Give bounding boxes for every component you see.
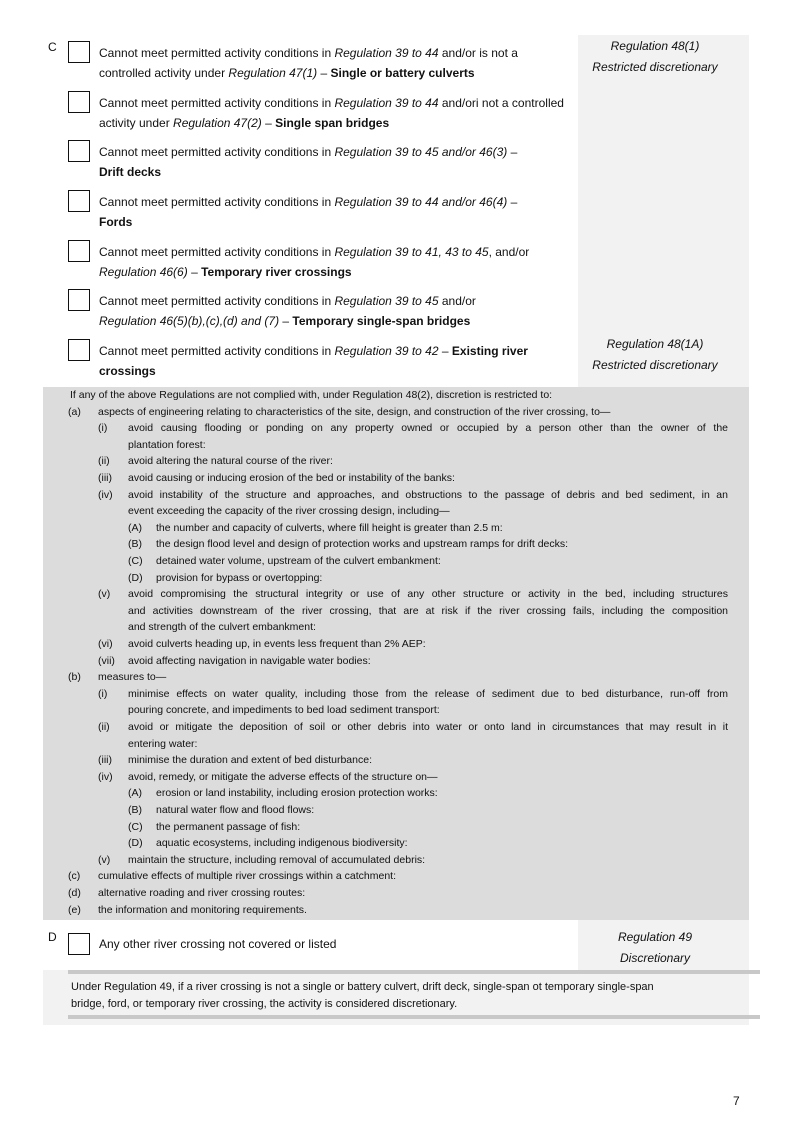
item-label: (iii) (98, 754, 112, 767)
checkbox[interactable] (68, 91, 90, 113)
item-label: (ii) (98, 721, 110, 733)
row-text: Cannot meet permitted activity conditions in Regulation 39 to 45 and/or Regulation 46(5)(b),(c),(d) and (7) – Temporary single-span bridges (99, 294, 476, 328)
item-label: (vii) (98, 654, 115, 667)
item-text: natural water flow and flood flows: (156, 804, 315, 816)
item-text: avoid affecting navigation in navigable water bodies: (128, 654, 371, 667)
row-text: Cannot meet permitted activity conditions in Regulation 39 to 45 and/or 46(3) – Drift decks (99, 145, 518, 179)
item-label: (ii) (98, 455, 110, 468)
divider (68, 970, 760, 974)
regulation-status: Restricted discretionary (592, 358, 718, 372)
item-text: detained water volume, upstream of the culvert embankment: (156, 555, 441, 567)
checkbox[interactable] (68, 933, 90, 955)
row-text: Cannot meet permitted activity conditions in Regulation 39 to 44 and/ori not a controlled activity under Regulation 47(2) – Single span bridges (99, 96, 564, 130)
checklist-row-temporary-crossings (68, 236, 758, 280)
row-text: Cannot meet permitted activity conditions in Regulation 39 to 44 and/or 46(4) – Fords (99, 195, 518, 229)
item-text: the information and monitoring requirements. (98, 903, 307, 916)
item-label: (e) (68, 903, 81, 916)
item-text: the design flood level and design of protection works and upstream ramps for drift decks: (156, 538, 569, 551)
item-text: aspects of engineering relating to characteristics of the site, design, and construction of the river crossing, to— (98, 405, 611, 418)
item-label: (C) (128, 820, 143, 833)
checkbox[interactable] (68, 190, 90, 212)
item-label: (A) (128, 787, 142, 800)
page-number: 7 (733, 1094, 740, 1108)
checkbox[interactable] (68, 339, 90, 361)
checklist-row-temporary-bridges (68, 285, 758, 329)
item-text: measures to— (98, 671, 167, 684)
item-text: avoid compromising the structural integrity or use of any other structure or activity in the bed, including structures (128, 588, 728, 601)
item-text: provision for bypass or overtopping: (156, 571, 323, 584)
item-label: (i) (98, 422, 108, 435)
checkbox[interactable] (68, 41, 90, 63)
item-text: cumulative effects of multiple river crossings within a catchment: (98, 870, 397, 883)
item-text: avoid or mitigate the deposition of soil or other debris into water or onto land in circumstances that may result in it (128, 721, 728, 733)
discretion-list (43, 387, 749, 920)
item-text: the permanent passage of fish: (156, 820, 301, 833)
regulation-ref: Regulation 48(1A) (606, 337, 704, 351)
item-label: (v) (98, 588, 111, 601)
item-label: (vi) (98, 638, 113, 650)
row-text: Any other river crossing not covered or listed (99, 937, 337, 951)
item-label: (v) (98, 853, 111, 866)
item-text: plantation forest: (128, 438, 206, 451)
item-label: (D) (128, 837, 143, 850)
item-label: (C) (128, 555, 143, 567)
checklist-row-drift-decks (68, 136, 758, 180)
regulation-ref: Regulation 49 (617, 930, 693, 944)
regulation-reference (580, 927, 730, 969)
item-text: avoid causing or inducing erosion of the bed or instability of the banks: (128, 472, 455, 484)
note-text: Under Regulation 49, if a river crossing is not a single or battery culvert, drift deck, single-span ot temporary single-span (71, 981, 654, 993)
item-label: (A) (128, 521, 142, 534)
item-label: (B) (128, 538, 142, 551)
item-text: alternative roading and river crossing routes: (98, 887, 306, 899)
item-text: event exceeding the capacity of the river crossing design, including— (128, 505, 450, 518)
regulation-status: Restricted discretionary (592, 60, 718, 74)
item-label: (B) (128, 804, 142, 816)
item-label: (i) (98, 687, 108, 700)
row-text: Cannot meet permitted activity conditions in Regulation 39 to 44 and/or is not a controlled activity under Regulation 47(1) – Single or battery culverts (99, 46, 518, 80)
item-text: avoid, remedy, or mitigate the adverse effects of the structure on— (128, 770, 438, 783)
item-text: avoid causing flooding or ponding on any property owned or occupied by a person other than the owner of the (128, 422, 728, 435)
section-c-letter: C (48, 40, 57, 54)
regulation-reference (580, 36, 730, 78)
regulation-reference (580, 334, 730, 376)
regulation-status: Discretionary (619, 951, 691, 965)
checkbox[interactable] (68, 289, 90, 311)
item-label: (iii) (98, 472, 112, 484)
item-text: avoid instability of the structure and approaches, and obstructions to the passage of debris and bed sediment, in an (128, 488, 728, 501)
checklist-row-bridges (68, 87, 758, 131)
checkbox[interactable] (68, 140, 90, 162)
item-text: the number and capacity of culverts, where fill height is greater than 2.5 m: (156, 521, 503, 534)
regulation-ref: Regulation 48(1) (610, 39, 700, 53)
row-text: Cannot meet permitted activity conditions in Regulation 39 to 42 – Existing river crossings (99, 344, 528, 378)
discretion-intro: If any of the above Regulations are not complied with, under Regulation 48(2), discretion is restricted to: (70, 389, 553, 401)
item-text: minimise the duration and extent of bed disturbance: (128, 754, 372, 767)
item-label: (d) (68, 887, 81, 899)
checkbox[interactable] (68, 240, 90, 262)
item-label: (a) (68, 405, 81, 418)
item-text: aquatic ecosystems, including indigenous biodiversity: (156, 837, 408, 850)
item-label: (iv) (98, 770, 113, 783)
item-label: (c) (68, 870, 81, 883)
row-text: Cannot meet permitted activity conditions in Regulation 39 to 41, 43 to 45, and/or Regulation 46(6) – Temporary river crossings (99, 245, 530, 279)
item-label: (b) (68, 671, 81, 684)
checklist-row-fords (68, 186, 758, 230)
divider (68, 1015, 760, 1019)
item-text: and activities downstream of the river crossing, that are at risk if the river crossing fails, including the composition (128, 604, 728, 617)
item-text: minimise effects on water quality, including those from the release of sediment due to bed disturbance, run-off from (128, 687, 728, 700)
item-text: avoid culverts heading up, in events less frequent than 2% AEP: (128, 638, 426, 650)
item-text: pouring concrete, and impediments to bed load sediment transport: (128, 704, 440, 717)
item-text: erosion or land instability, including erosion protection works: (156, 787, 438, 800)
item-label: (iv) (98, 488, 113, 501)
item-text: entering water: (128, 737, 198, 750)
item-label: (D) (128, 571, 143, 584)
item-text: and strength of the culvert embankment: (128, 621, 316, 634)
section-d-letter: D (48, 930, 57, 944)
item-text: maintain the structure, including removal of accumulated debris: (128, 853, 426, 866)
item-text: avoid altering the natural course of the river: (128, 455, 333, 468)
note-text: bridge, ford, or temporary river crossing, the activity is considered discretionary. (71, 998, 458, 1010)
